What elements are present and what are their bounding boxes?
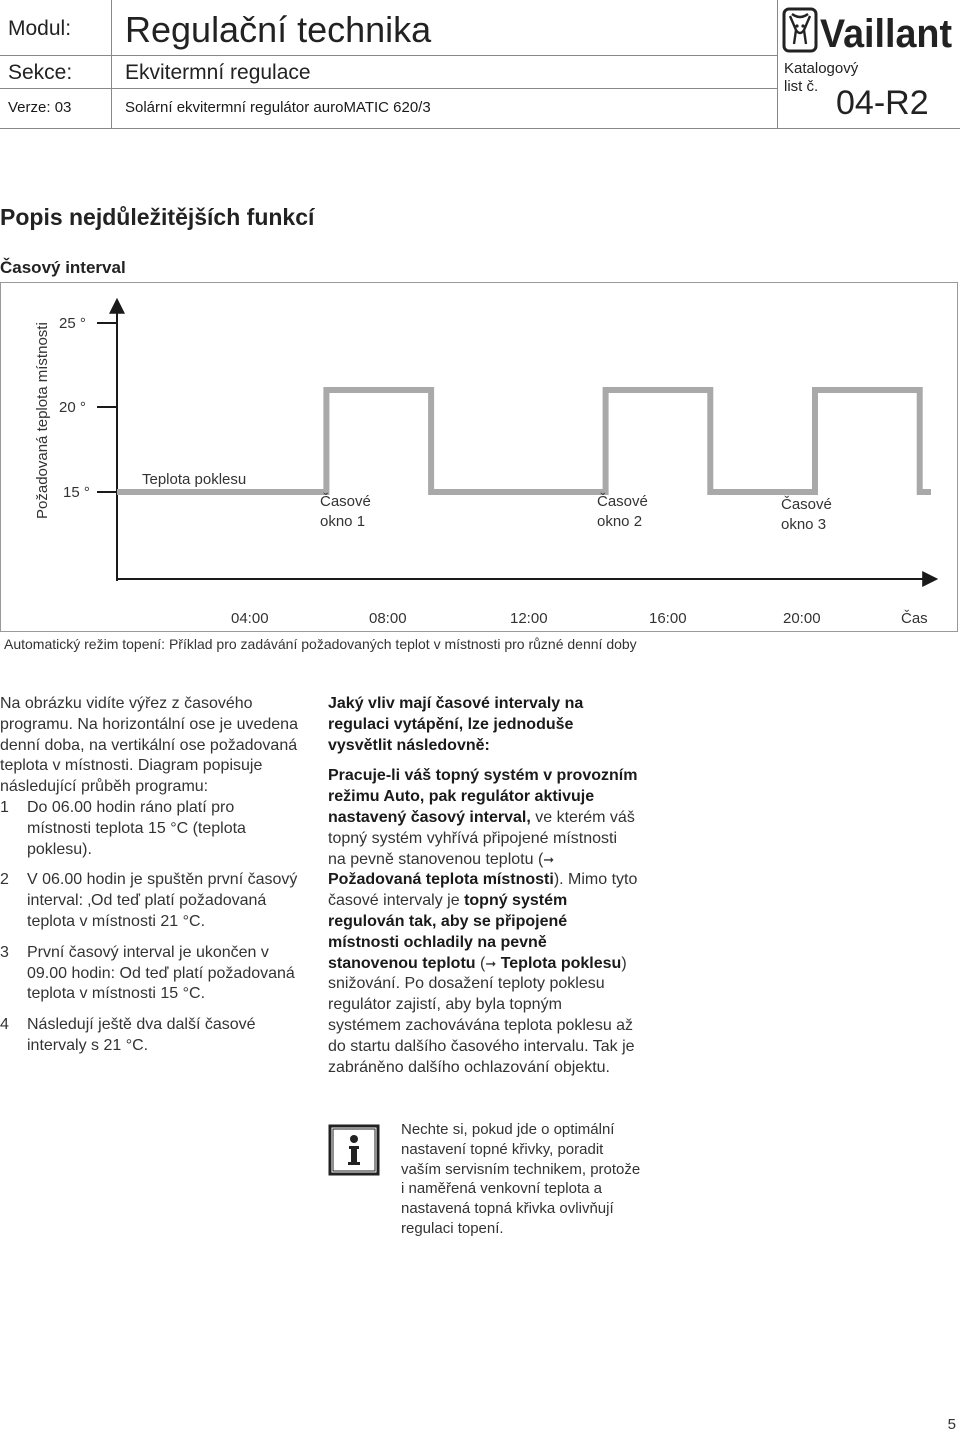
list-item-number: 3: [0, 943, 9, 961]
katalog-label-1: Katalogový: [784, 60, 859, 77]
list-item-text: První časový interval je ukončen v 09.00 hodin: Od teď platí požadovaná teplota v místnosti 15 °C.: [27, 943, 295, 1003]
subsection-title: Časový interval: [0, 258, 126, 277]
window3-annotation-b: okno 3: [781, 516, 827, 533]
x-axis-label: Čas: [901, 610, 928, 627]
right-bold-2: Požadovaná teplota místnosti: [328, 871, 554, 889]
x-tick-label-0400: 04:00: [231, 610, 269, 627]
page-number: 5: [947, 1416, 956, 1433]
x-tick-label-1200: 12:00: [510, 610, 548, 627]
arrow-icon: ➞: [485, 955, 497, 971]
list-item-number: 2: [0, 871, 9, 889]
window1-annotation-b: okno 1: [320, 513, 366, 530]
list-item: [0, 798, 300, 860]
intro-paragraph: Na obrázku vidíte výřez z časového programu. Na horizontální ose je uvedena denní doba, na vertikální ose požadovaná teplota v místnosti. Diagram popisuje následující průběh programu:: [0, 695, 298, 796]
window3-annotation-a: Časové: [781, 496, 832, 513]
list-item: [0, 1015, 300, 1057]
right-paragraph: [328, 766, 638, 1078]
sekce-value: Ekvitermní regulace: [125, 61, 311, 84]
modul-value: Regulační technika: [125, 9, 432, 50]
list-item: [0, 943, 300, 1005]
verze-value: Solární ekvitermní regulátor auroMATIC 620/3: [125, 99, 431, 116]
info-note: Nechte si, pokud jde o optimální nastavení topné křivky, poradit vaším servisním technikem, protože i naměřená venkovní teplota a nastavená topná křivka ovlivňují regulaci topení.: [401, 1121, 641, 1237]
list-item-number: 4: [0, 1016, 9, 1034]
y-tick-label-15: 15 °: [63, 484, 90, 501]
list-item-text: V 06.00 hodin je spuštěn první časový interval: ‚Od teď platí požadovaná teplota v místnosti 21 °C.: [27, 871, 298, 930]
list-item: [0, 870, 300, 932]
left-column: [0, 694, 300, 1057]
y-tick-label-25: 25 °: [59, 315, 86, 332]
arrow-icon: ➞: [543, 851, 555, 867]
y-axis-label: Požadovaná teplota místnosti: [34, 322, 51, 519]
window2-annotation-a: Časové: [597, 493, 648, 510]
list-item-number: 1: [0, 798, 9, 816]
right-text-2: ). Mimo tyto časové intervaly je: [328, 871, 638, 910]
y-tick-label-20: 20 °: [59, 399, 86, 416]
list-item-text: Do 06.00 hodin ráno platí pro místnosti teplota 15 °C (teplota poklesu).: [27, 798, 246, 858]
right-text-4: ) snižování. Po dosažení teploty poklesu regulátor zajistí, aby byla topným systémem zachovávána teplota poklesu až do startu dalšího časového intervalu. Tak je zabráněno dalšího ochlazování objektu.: [328, 954, 635, 1076]
section-title: Popis nejdůležitějších funkcí: [0, 204, 315, 230]
right-text-3: (: [475, 954, 486, 972]
katalog-code: 04-R2: [836, 84, 929, 122]
window2-annotation-b: okno 2: [597, 513, 643, 530]
modul-label: Modul:: [8, 17, 72, 40]
x-tick-label-1600: 16:00: [649, 610, 687, 627]
sekce-label: Sekce:: [8, 61, 73, 84]
vaillant-logo: [782, 6, 954, 54]
right-heading: Jaký vliv mají časové intervaly na regulaci vytápění, lze jednoduše vysvětlit následovně:: [328, 695, 584, 754]
verze-label: Verze: 03: [8, 99, 72, 116]
right-bold-4: Teplota poklesu: [496, 954, 622, 972]
chart-frame: [0, 282, 958, 632]
x-tick-label-2000: 20:00: [783, 610, 821, 627]
katalog-label-2: list č.: [784, 78, 819, 95]
right-bold-1: Pracuje-li váš topný systém v provozním režimu Auto, pak regulátor aktivuje nastavený časový interval,: [328, 767, 638, 826]
x-tick-label-0800: 08:00: [369, 610, 407, 627]
list-item-text: Následují ještě dva další časové intervaly s 21 °C.: [27, 1016, 256, 1054]
right-bold-3: topný systém regulován tak, aby se připojené místnosti ochladily na pevně stanovenou teplotu: [328, 892, 568, 972]
logo-wordmark: Vaillant: [820, 12, 952, 54]
window1-annotation-a: Časové: [320, 493, 371, 510]
temperature-chart: [1, 283, 957, 631]
right-text-1: ve kterém váš topný systém vyhřívá připojené místnosti na pevně stanovenou teplotu (: [328, 808, 635, 868]
setback-annotation: Teplota poklesu: [142, 471, 247, 488]
info-icon: [328, 1124, 380, 1176]
chart-caption: Automatický režim topení: Příklad pro zadávání požadovaných teplot v místnosti pro různé denní doby: [4, 636, 637, 652]
right-column: [328, 694, 638, 1078]
